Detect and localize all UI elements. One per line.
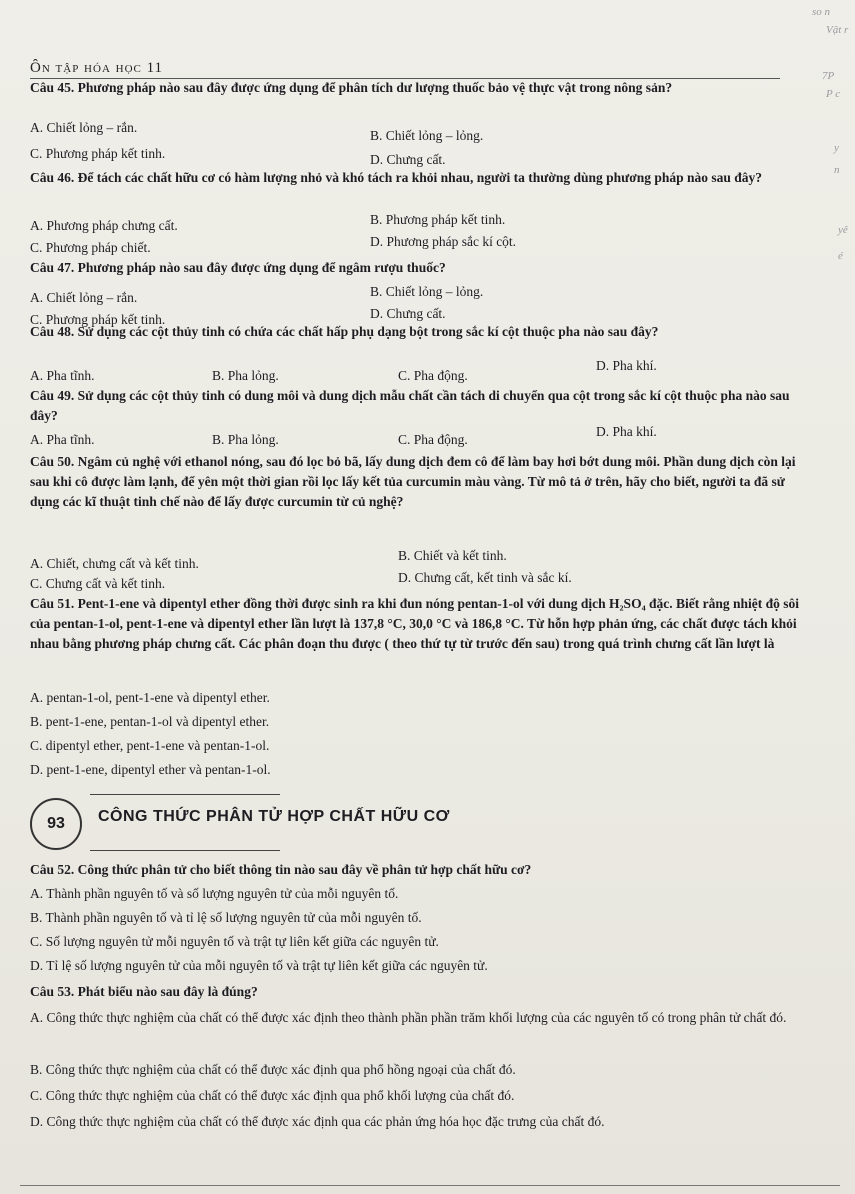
question-text: Câu 46. Để tách các chất hữu cơ có hàm lượng nhỏ và khó tách ra khỏi nhau, người ta thường dùng phương pháp nào sau đây? xyxy=(30,170,763,185)
section-title: CÔNG THỨC PHÂN TỬ HỢP CHẤT HỮU CƠ xyxy=(98,808,450,825)
option-a: A. Pha tĩnh. xyxy=(30,368,95,383)
margin-scrawl: so n xyxy=(812,6,831,18)
question-46 xyxy=(30,168,810,188)
option-d: D. Công thức thực nghiệm của chất có thể được xác định qua các phản ứng hóa học đặc trưng của chất đó. xyxy=(30,1114,605,1129)
option-a: A. Chiết lỏng – rắn. xyxy=(30,120,138,135)
option-c: C. Phương pháp kết tinh. xyxy=(30,312,166,327)
question-text: Câu 49. Sử dụng các cột thủy tinh có dung môi và dung dịch mẫu chất cần tách di chuyển qua cột trong sắc kí cột thuộc pha nào sau đây? xyxy=(30,388,790,423)
question-text: Câu 47. Phương pháp nào sau đây được ứng dụng để ngâm rượu thuốc? xyxy=(30,260,446,275)
option-b: B. Chiết lỏng – lỏng. xyxy=(370,284,484,299)
option-d: D. Chưng cất, kết tinh và sắc kí. xyxy=(398,570,572,585)
question-text: Câu 52. Công thức phân tử cho biết thông tin nào sau đây về phân tử hợp chất hữu cơ? xyxy=(30,862,532,877)
option-b: B. Chiết và kết tinh. xyxy=(398,548,507,563)
question-text: Câu 45. Phương pháp nào sau đây được ứng dụng để phân tích dư lượng thuốc bảo vệ thực vật trong nông sản? xyxy=(30,80,673,95)
option-c: C. Chưng cất và kết tinh. xyxy=(30,576,166,591)
option-c: C. Phương pháp chiết. xyxy=(30,240,151,255)
question-47 xyxy=(30,258,810,278)
option-a: A. pentan-1-ol, pent-1-ene và dipentyl ether. xyxy=(30,690,270,705)
question-48 xyxy=(30,322,810,342)
section-heading xyxy=(30,790,810,852)
section-number: 93 xyxy=(30,798,82,850)
option-c: C. Công thức thực nghiệm của chất có thể được xác định qua phổ khối lượng của chất đó. xyxy=(30,1088,515,1103)
option-c: C. Pha động. xyxy=(398,368,468,383)
option-d: D. pent-1-ene, dipentyl ether và pentan-1-ol. xyxy=(30,762,271,777)
question-text: Câu 51. Pent-1-ene và dipentyl ether đồng thời được sinh ra khi đun nóng pentan-1-ol với dung dịch H₂SO₄ đặc. Biết rằng nhiệt độ sôi của pentan-1-ol, pent-1-ene và dipentyl ether lần lượt là 137,8 °C, 30,0 °C và 186,8 °C. Từ hỗn hợp phản ứng, các chất được tách khỏi nhau bằng phương pháp chưng cất. Các phân đoạn thu được ( theo thứ tự từ trước đến sau) trong quá trình chưng cất lần lượt là xyxy=(30,596,799,651)
question-50 xyxy=(30,452,810,512)
bottom-divider xyxy=(20,1185,840,1186)
margin-scrawl: n xyxy=(834,164,840,176)
margin-scrawl: P c xyxy=(826,88,841,100)
option-d: D. Pha khí. xyxy=(596,424,657,439)
option-c: C. Phương pháp kết tinh. xyxy=(30,146,166,161)
section-rule xyxy=(90,850,280,851)
section-rule xyxy=(90,794,280,795)
option-b: B. Thành phần nguyên tố và tỉ lệ số lượng nguyên tử của mỗi nguyên tố. xyxy=(30,910,422,925)
option-b: B. Chiết lỏng – lỏng. xyxy=(370,128,484,143)
margin-scrawl: 7P xyxy=(822,70,835,82)
question-52 xyxy=(30,860,810,880)
option-a: A. Chiết, chưng cất và kết tinh. xyxy=(30,556,199,571)
option-d: D. Pha khí. xyxy=(596,358,657,373)
option-a: A. Công thức thực nghiệm của chất có thể được xác định theo thành phần phần trăm khối lượng của các nguyên tố có trong phân tử chất đó. xyxy=(30,1010,787,1025)
question-text: Câu 53. Phát biểu nào sau đây là đúng? xyxy=(30,984,258,999)
option-c: C. Số lượng nguyên tử mỗi nguyên tố và trật tự liên kết giữa các nguyên tử. xyxy=(30,934,439,949)
option-b: B. Pha lỏng. xyxy=(212,368,279,383)
option-a: A. Pha tĩnh. xyxy=(30,432,95,447)
question-text: Câu 50. Ngâm củ nghệ với ethanol nóng, sau đó lọc bỏ bã, lấy dung dịch đem cô để làm bay hơi bớt dung môi. Phần dung dịch còn lại sau khi cô được làm lạnh, để yên một thời gian rồi lọc lấy kết tủa curcumin màu vàng. Từ mô tả ở trên, hãy cho biết, người ta đã sử dụng các kĩ thuật tinh chế nào để lấy được curcumin từ củ nghệ? xyxy=(30,454,796,509)
option-d: D. Phương pháp sắc kí cột. xyxy=(370,234,517,249)
option-d: D. Tỉ lệ số lượng nguyên tử của mỗi nguyên tố và trật tự liên kết giữa các nguyên tử. xyxy=(30,958,488,973)
margin-scrawl: Vật r xyxy=(826,24,849,36)
question-45 xyxy=(30,78,810,98)
margin-scrawl: y xyxy=(834,142,839,154)
option-d: D. Chưng cất. xyxy=(370,152,446,167)
option-c: C. Pha động. xyxy=(398,432,468,447)
option-b: B. Công thức thực nghiệm của chất có thể được xác định qua phổ hồng ngoại của chất đó. xyxy=(30,1062,516,1077)
option-b: B. Phương pháp kết tinh. xyxy=(370,212,506,227)
option-a: A. Thành phần nguyên tố và số lượng nguyên tử của mỗi nguyên tố. xyxy=(30,886,399,901)
page-header: Ôn tập hóa học 11 xyxy=(30,60,164,76)
margin-scrawl: é xyxy=(838,250,843,262)
question-text: Câu 48. Sử dụng các cột thủy tinh có chứa các chất hấp phụ dạng bột trong sắc kí cột thuộc pha nào sau đây? xyxy=(30,324,659,339)
margin-scrawl: yê xyxy=(838,224,848,236)
question-49 xyxy=(30,386,810,426)
question-51 xyxy=(30,594,810,654)
option-b: B. Pha lỏng. xyxy=(212,432,279,447)
option-b: B. pent-1-ene, pentan-1-ol và dipentyl ether. xyxy=(30,714,270,729)
question-53 xyxy=(30,982,810,1002)
option-d: D. Chưng cất. xyxy=(370,306,446,321)
option-a: A. Chiết lỏng – rắn. xyxy=(30,290,138,305)
option-a: A. Phương pháp chưng cất. xyxy=(30,218,178,233)
option-c: C. dipentyl ether, pent-1-ene và pentan-1-ol. xyxy=(30,738,270,753)
